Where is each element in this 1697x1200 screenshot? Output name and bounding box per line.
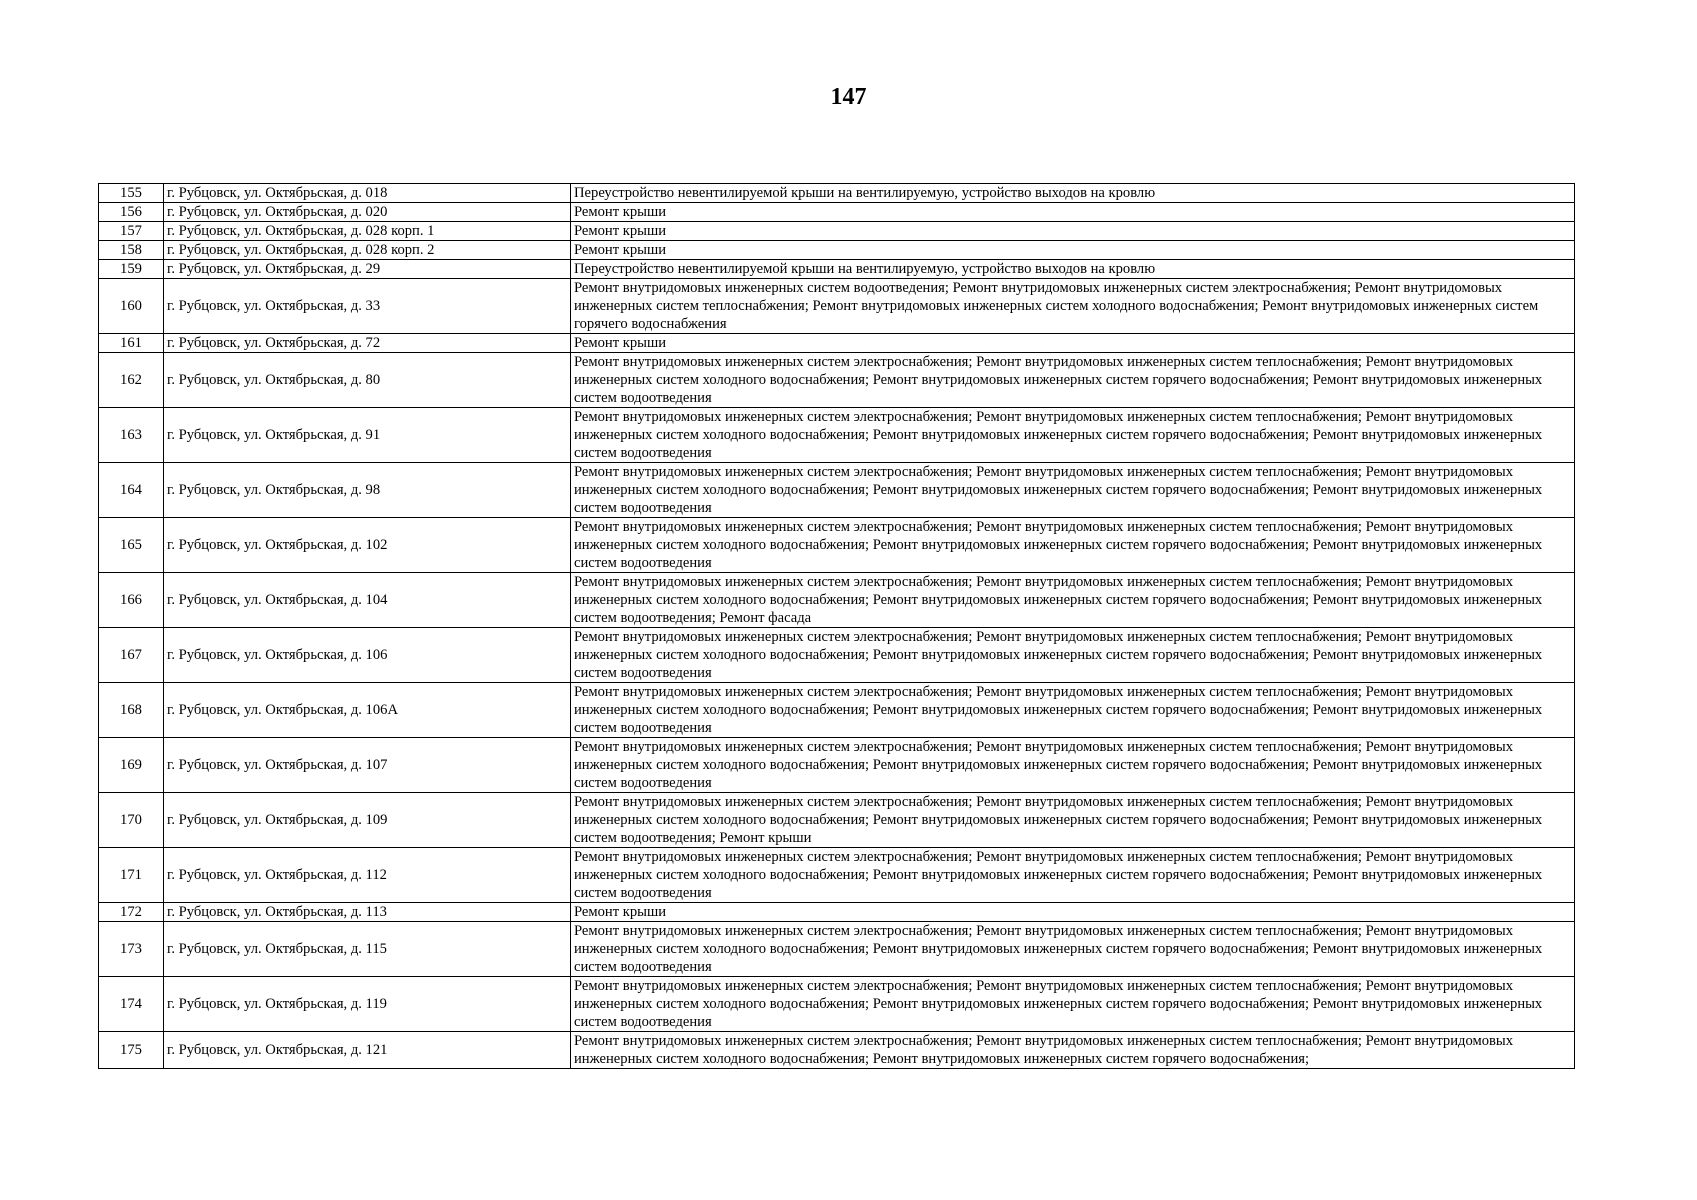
address-cell: г. Рубцовск, ул. Октябрьская, д. 115 <box>164 922 571 977</box>
table-row <box>99 184 1575 203</box>
address-cell: г. Рубцовск, ул. Октябрьская, д. 106 <box>164 628 571 683</box>
table-row <box>99 408 1575 463</box>
row-number-cell: 166 <box>99 573 164 628</box>
works-cell: Ремонт внутридомовых инженерных систем электроснабжения; Ремонт внутридомовых инженерных систем теплоснабжения; Ремонт внутридомовых инженерных систем холодного водоснабжения; Ремонт внутридомовых инженерных систем горячего водоснабжения; Ремонт внутридомовых инженерных систем водоотведения <box>571 628 1575 683</box>
address-cell: г. Рубцовск, ул. Октябрьская, д. 018 <box>164 184 571 203</box>
works-cell: Ремонт внутридомовых инженерных систем электроснабжения; Ремонт внутридомовых инженерных систем теплоснабжения; Ремонт внутридомовых инженерных систем холодного водоснабжения; Ремонт внутридомовых инженерных систем горячего водоснабжения; Ремонт внутридомовых инженерных систем водоотведения <box>571 922 1575 977</box>
works-cell: Ремонт внутридомовых инженерных систем электроснабжения; Ремонт внутридомовых инженерных систем теплоснабжения; Ремонт внутридомовых инженерных систем холодного водоснабжения; Ремонт внутридомовых инженерных систем горячего водоснабжения; Ремонт внутридомовых инженерных систем водоотведения <box>571 848 1575 903</box>
works-cell: Ремонт внутридомовых инженерных систем электроснабжения; Ремонт внутридомовых инженерных систем теплоснабжения; Ремонт внутридомовых инженерных систем холодного водоснабжения; Ремонт внутридомовых инженерных систем горячего водоснабжения; Ремонт внутридомовых инженерных систем водоотведения; Ремонт крыши <box>571 793 1575 848</box>
address-cell: г. Рубцовск, ул. Октябрьская, д. 028 корп. 2 <box>164 241 571 260</box>
table-row <box>99 463 1575 518</box>
row-number-cell: 173 <box>99 922 164 977</box>
table-row <box>99 848 1575 903</box>
works-cell: Ремонт внутридомовых инженерных систем электроснабжения; Ремонт внутридомовых инженерных систем теплоснабжения; Ремонт внутридомовых инженерных систем холодного водоснабжения; Ремонт внутридомовых инженерных систем горячего водоснабжения; Ремонт внутридомовых инженерных систем водоотведения <box>571 977 1575 1032</box>
address-cell: г. Рубцовск, ул. Октябрьская, д. 028 корп. 1 <box>164 222 571 241</box>
address-cell: г. Рубцовск, ул. Октябрьская, д. 98 <box>164 463 571 518</box>
table-body <box>99 184 1575 1069</box>
works-cell: Ремонт внутридомовых инженерных систем электроснабжения; Ремонт внутридомовых инженерных систем теплоснабжения; Ремонт внутридомовых инженерных систем холодного водоснабжения; Ремонт внутридомовых инженерных систем горячего водоснабжения; Ремонт внутридомовых инженерных систем водоотведения <box>571 738 1575 793</box>
row-number-cell: 162 <box>99 353 164 408</box>
table-row <box>99 279 1575 334</box>
row-number-cell: 171 <box>99 848 164 903</box>
address-cell: г. Рубцовск, ул. Октябрьская, д. 112 <box>164 848 571 903</box>
row-number-cell: 174 <box>99 977 164 1032</box>
address-cell: г. Рубцовск, ул. Октябрьская, д. 121 <box>164 1032 571 1069</box>
address-cell: г. Рубцовск, ул. Октябрьская, д. 106А <box>164 683 571 738</box>
table-row <box>99 260 1575 279</box>
table-row <box>99 738 1575 793</box>
address-cell: г. Рубцовск, ул. Октябрьская, д. 91 <box>164 408 571 463</box>
works-cell: Ремонт крыши <box>571 334 1575 353</box>
row-number-cell: 172 <box>99 903 164 922</box>
address-cell: г. Рубцовск, ул. Октябрьская, д. 80 <box>164 353 571 408</box>
works-cell: Ремонт внутридомовых инженерных систем электроснабжения; Ремонт внутридомовых инженерных систем теплоснабжения; Ремонт внутридомовых инженерных систем холодного водоснабжения; Ремонт внутридомовых инженерных систем горячего водоснабжения; <box>571 1032 1575 1069</box>
row-number-cell: 157 <box>99 222 164 241</box>
row-number-cell: 161 <box>99 334 164 353</box>
works-cell: Ремонт внутридомовых инженерных систем водоотведения; Ремонт внутридомовых инженерных систем электроснабжения; Ремонт внутридомовых инженерных систем теплоснабжения; Ремонт внутридомовых инженерных систем холодного водоснабжения; Ремонт внутридомовых инженерных систем горячего водоснабжения <box>571 279 1575 334</box>
row-number-cell: 160 <box>99 279 164 334</box>
works-cell: Ремонт внутридомовых инженерных систем электроснабжения; Ремонт внутридомовых инженерных систем теплоснабжения; Ремонт внутридомовых инженерных систем холодного водоснабжения; Ремонт внутридомовых инженерных систем горячего водоснабжения; Ремонт внутридомовых инженерных систем водоотведения <box>571 353 1575 408</box>
table-row <box>99 241 1575 260</box>
table-row <box>99 922 1575 977</box>
table-row <box>99 793 1575 848</box>
row-number-cell: 167 <box>99 628 164 683</box>
works-cell: Ремонт внутридомовых инженерных систем электроснабжения; Ремонт внутридомовых инженерных систем теплоснабжения; Ремонт внутридомовых инженерных систем холодного водоснабжения; Ремонт внутридомовых инженерных систем горячего водоснабжения; Ремонт внутридомовых инженерных систем водоотведения <box>571 683 1575 738</box>
table-row <box>99 977 1575 1032</box>
table-row <box>99 353 1575 408</box>
works-cell: Ремонт крыши <box>571 241 1575 260</box>
works-cell: Ремонт крыши <box>571 203 1575 222</box>
address-cell: г. Рубцовск, ул. Октябрьская, д. 72 <box>164 334 571 353</box>
table-row <box>99 203 1575 222</box>
table-row <box>99 683 1575 738</box>
works-cell: Переустройство невентилируемой крыши на вентилируемую, устройство выходов на кровлю <box>571 260 1575 279</box>
row-number-cell: 168 <box>99 683 164 738</box>
table-row <box>99 518 1575 573</box>
row-number-cell: 159 <box>99 260 164 279</box>
row-number-cell: 155 <box>99 184 164 203</box>
works-cell: Ремонт крыши <box>571 222 1575 241</box>
row-number-cell: 158 <box>99 241 164 260</box>
row-number-cell: 163 <box>99 408 164 463</box>
address-cell: г. Рубцовск, ул. Октябрьская, д. 113 <box>164 903 571 922</box>
row-number-cell: 165 <box>99 518 164 573</box>
row-number-cell: 170 <box>99 793 164 848</box>
works-cell: Ремонт внутридомовых инженерных систем электроснабжения; Ремонт внутридомовых инженерных систем теплоснабжения; Ремонт внутридомовых инженерных систем холодного водоснабжения; Ремонт внутридомовых инженерных систем горячего водоснабжения; Ремонт внутридомовых инженерных систем водоотведения; Ремонт фасада <box>571 573 1575 628</box>
works-cell: Ремонт крыши <box>571 903 1575 922</box>
works-cell: Ремонт внутридомовых инженерных систем электроснабжения; Ремонт внутридомовых инженерных систем теплоснабжения; Ремонт внутридомовых инженерных систем холодного водоснабжения; Ремонт внутридомовых инженерных систем горячего водоснабжения; Ремонт внутридомовых инженерных систем водоотведения <box>571 408 1575 463</box>
repair-works-table <box>98 183 1575 1069</box>
row-number-cell: 164 <box>99 463 164 518</box>
address-cell: г. Рубцовск, ул. Октябрьская, д. 29 <box>164 260 571 279</box>
works-cell: Ремонт внутридомовых инженерных систем электроснабжения; Ремонт внутридомовых инженерных систем теплоснабжения; Ремонт внутридомовых инженерных систем холодного водоснабжения; Ремонт внутридомовых инженерных систем горячего водоснабжения; Ремонт внутридомовых инженерных систем водоотведения <box>571 518 1575 573</box>
address-cell: г. Рубцовск, ул. Октябрьская, д. 107 <box>164 738 571 793</box>
row-number-cell: 175 <box>99 1032 164 1069</box>
address-cell: г. Рубцовск, ул. Октябрьская, д. 020 <box>164 203 571 222</box>
page-number: 147 <box>830 84 867 110</box>
row-number-cell: 156 <box>99 203 164 222</box>
address-cell: г. Рубцовск, ул. Октябрьская, д. 119 <box>164 977 571 1032</box>
address-cell: г. Рубцовск, ул. Октябрьская, д. 102 <box>164 518 571 573</box>
row-number-cell: 169 <box>99 738 164 793</box>
table-row <box>99 222 1575 241</box>
table-row <box>99 903 1575 922</box>
address-cell: г. Рубцовск, ул. Октябрьская, д. 104 <box>164 573 571 628</box>
table-row <box>99 334 1575 353</box>
table-row <box>99 573 1575 628</box>
table-row <box>99 628 1575 683</box>
address-cell: г. Рубцовск, ул. Октябрьская, д. 33 <box>164 279 571 334</box>
table-row <box>99 1032 1575 1069</box>
address-cell: г. Рубцовск, ул. Октябрьская, д. 109 <box>164 793 571 848</box>
works-cell: Ремонт внутридомовых инженерных систем электроснабжения; Ремонт внутридомовых инженерных систем теплоснабжения; Ремонт внутридомовых инженерных систем холодного водоснабжения; Ремонт внутридомовых инженерных систем горячего водоснабжения; Ремонт внутридомовых инженерных систем водоотведения <box>571 463 1575 518</box>
works-cell: Переустройство невентилируемой крыши на вентилируемую, устройство выходов на кровлю <box>571 184 1575 203</box>
